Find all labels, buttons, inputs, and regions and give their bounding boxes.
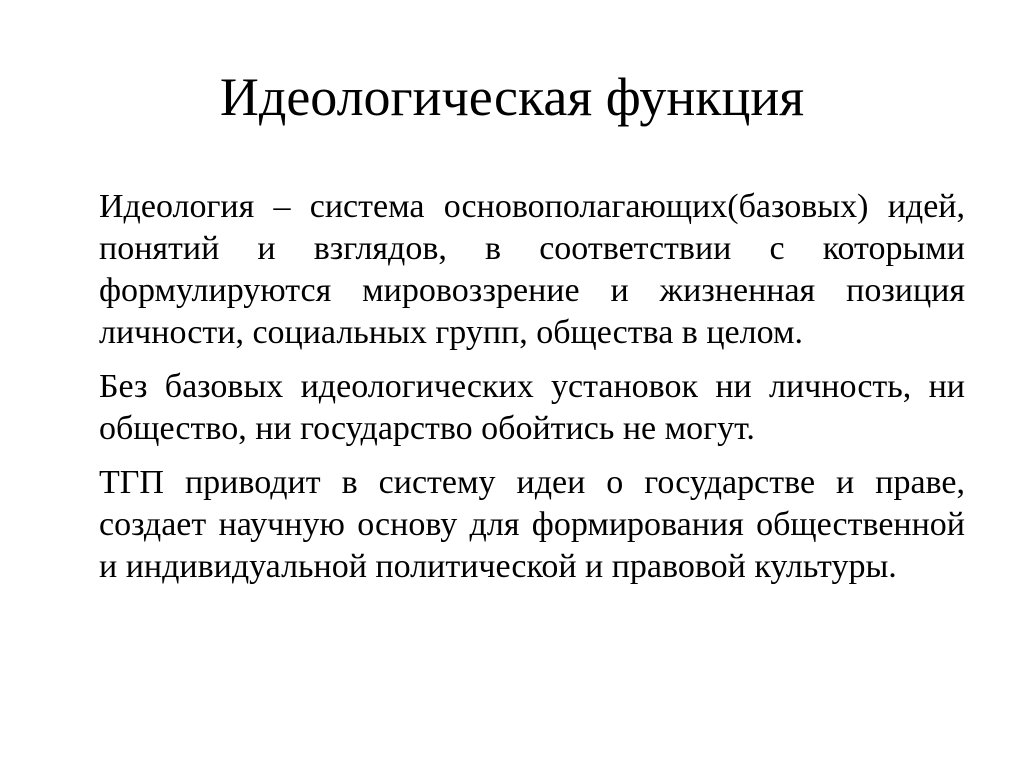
paragraph-basic-attitudes: Без базовых идеологических установок ни личность, ни общество, ни государство обойтись не могут. — [99, 368, 965, 447]
slide-title: Идеологическая функция — [219, 67, 805, 127]
paragraph-tgp-role: ТГП приводит в систему идеи о государстве и праве, создает научную основу для формирования общественной и индивидуальной политической и правовой культуры. — [99, 464, 965, 585]
slide-body — [99, 186, 965, 600]
paragraph-ideology-definition: Идеология – система основополагающих(базовых) идей, понятий и взглядов, в соответствии с которыми формулируются мировоззрение и жизненная позиция личности, социальных групп, общества в целом. — [99, 188, 965, 351]
